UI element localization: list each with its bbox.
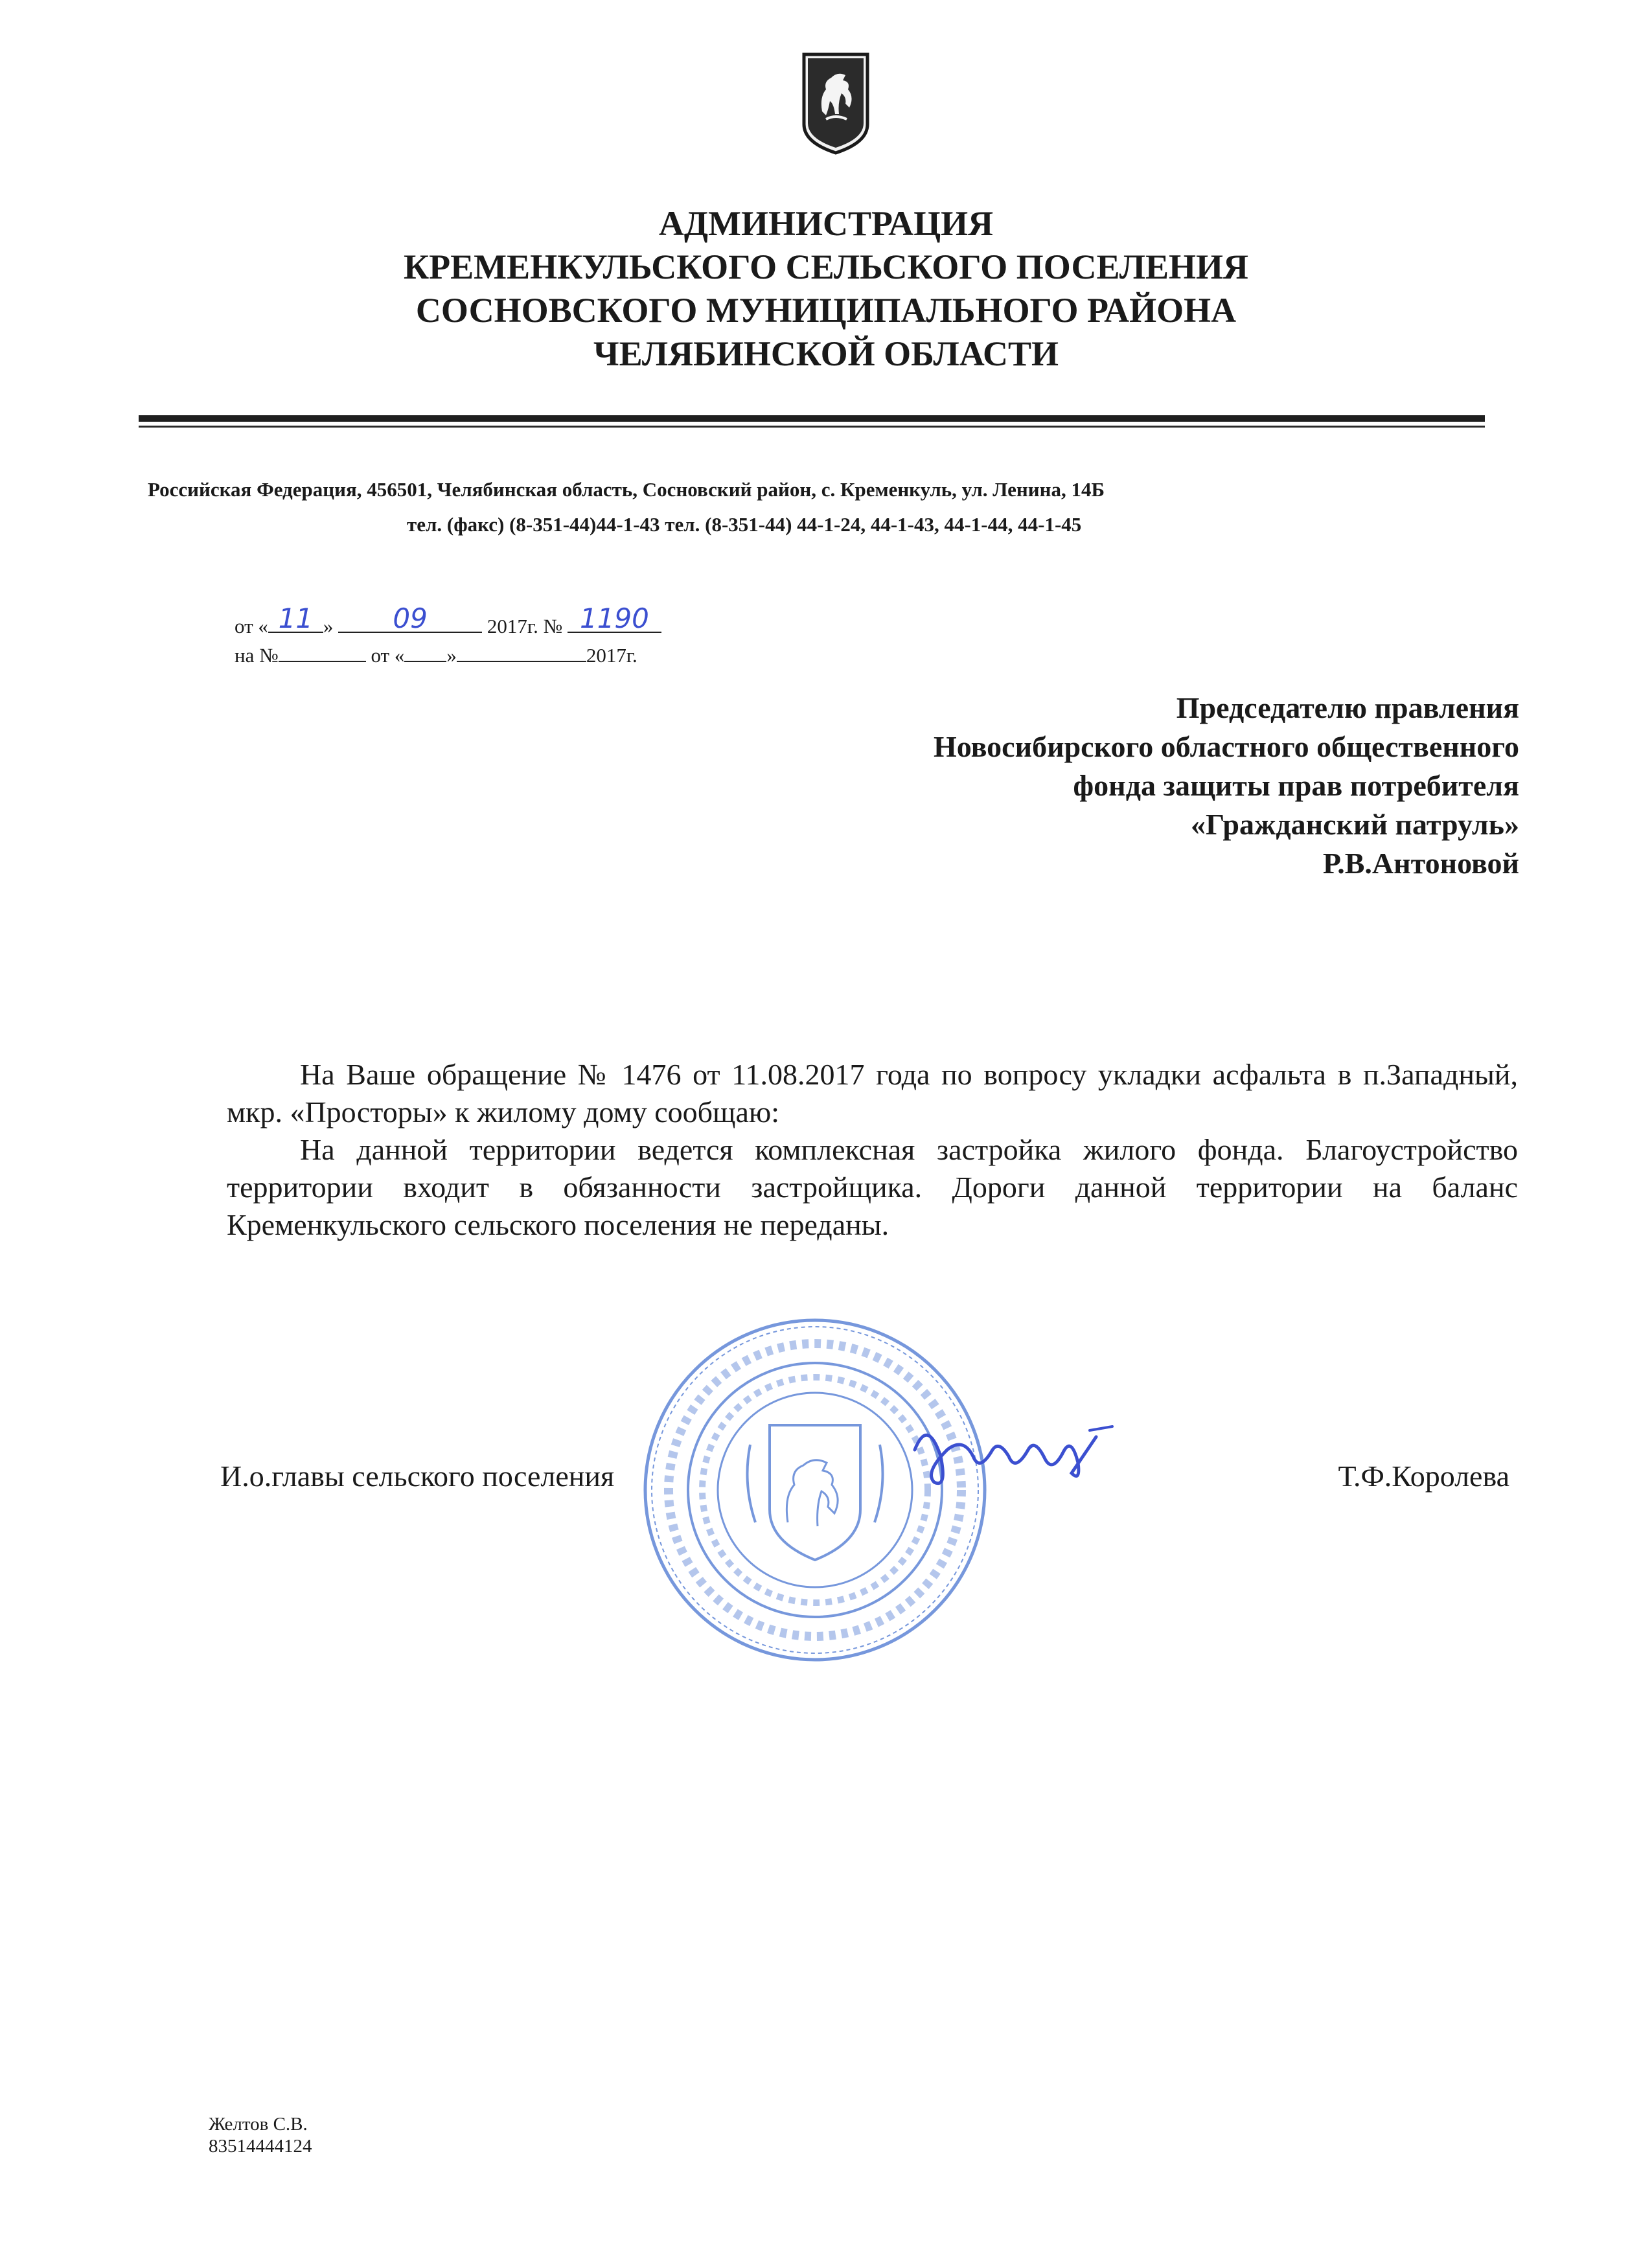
- ref-quote: »: [323, 615, 334, 637]
- header-divider-thin: [139, 426, 1485, 428]
- body-paragraph-2: На данной территории ведется комплексная застройка жилого фонда. Благоустройство территории входит в обязанности застройщика. Дороги данной территории на баланс Кременкульского сельского поселения не переданы.: [227, 1133, 1518, 1241]
- addressee-line-4: «Гражданский патруль»: [1191, 808, 1519, 841]
- reply-month-field: [457, 641, 586, 662]
- addressee-line-3: фонда защиты прав потребителя: [1073, 769, 1519, 802]
- coat-of-arms-emblem: [800, 52, 871, 155]
- executor-info: [209, 2113, 312, 2157]
- letter-body: [227, 1056, 1518, 1244]
- reply-year: 2017г.: [586, 644, 637, 667]
- ref-from-prefix: от «: [235, 615, 268, 637]
- ref-number-field: [568, 602, 661, 634]
- reply-number-field: [279, 641, 366, 662]
- ref-month: 09: [393, 602, 428, 634]
- reply-label: на №: [235, 644, 279, 667]
- ref-day: 11: [278, 602, 314, 634]
- incoming-reference: [235, 641, 637, 667]
- signatory-name: Т.Ф.Королева: [1338, 1460, 1509, 1493]
- reply-day-field: [404, 641, 446, 662]
- header-line-4: ЧЕЛЯБИНСКОЙ ОБЛАСТИ: [593, 334, 1059, 373]
- header-divider-thick: [139, 415, 1485, 422]
- addressee-block: [934, 689, 1519, 883]
- reply-from: от «: [371, 644, 405, 667]
- body-paragraph-1: На Ваше обращение № 1476 от 11.08.2017 года по вопросу укладки асфальта в п.Западный, мкр. «Просторы» к жилому дому сообщаю:: [227, 1058, 1518, 1128]
- ref-month-field: [338, 602, 482, 634]
- addressee-line-1: Председателю правления: [1176, 691, 1519, 724]
- header-line-2: КРЕМЕНКУЛЬСКОГО СЕЛЬСКОГО ПОСЕЛЕНИЯ: [403, 247, 1249, 286]
- contact-address: Российская Федерация, 456501, Челябинская область, Сосновский район, с. Кременкуль, ул. Ленина, 14Б: [148, 478, 1105, 501]
- header-line-3: СОСНОВСКОГО МУНИЦИПАЛЬНОГО РАЙОНА: [415, 291, 1237, 330]
- organization-header: [130, 202, 1522, 376]
- ref-number: 1190: [579, 602, 649, 634]
- executor-phone: 83514444124: [209, 2136, 312, 2157]
- contact-phones: тел. (факс) (8-351-44)44-1-43 тел. (8-351-44) 44-1-24, 44-1-43, 44-1-44, 44-1-45: [407, 513, 1082, 536]
- header-line-1: АДМИНИСТРАЦИЯ: [658, 204, 994, 243]
- ref-day-field: [268, 602, 323, 634]
- ref-year-label: 2017г. №: [487, 615, 563, 637]
- addressee-line-2: Новосибирского областного общественного: [934, 730, 1519, 763]
- signatory-role: И.о.главы сельского поселения: [220, 1460, 615, 1493]
- addressee-line-5: Р.В.Антоновой: [1322, 847, 1519, 880]
- outgoing-reference: [235, 602, 661, 638]
- reply-quote: »: [446, 644, 457, 667]
- handwritten-signature: [902, 1411, 1116, 1508]
- executor-name: Желтов С.В.: [209, 2114, 308, 2135]
